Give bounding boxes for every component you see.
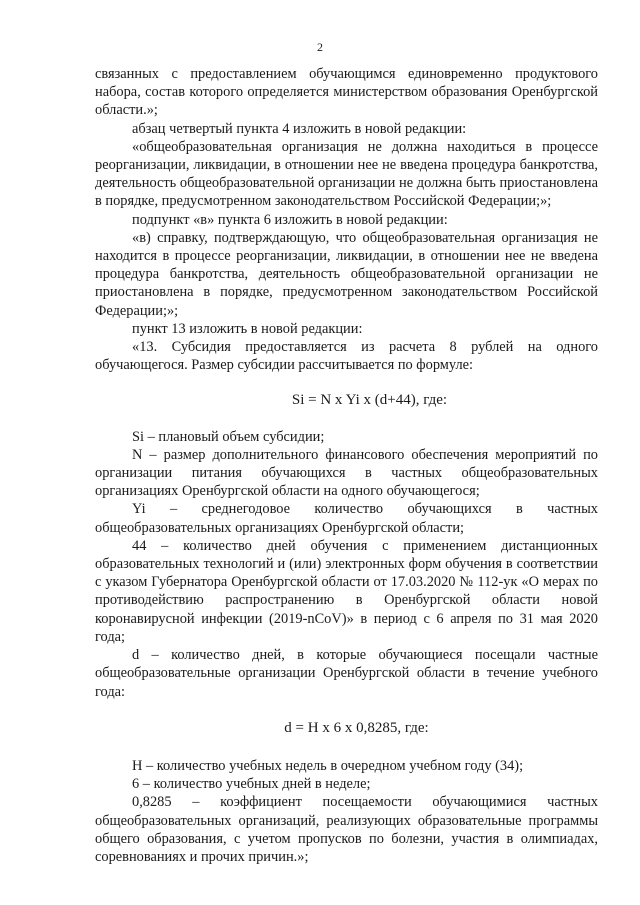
document-body [95,65,598,866]
definition-h: H – количество учебных недель в очередном учебном году (34); [132,757,524,774]
paragraph-point-13-text: «13. Субсидия предоставляется из расчета 8 рублей на одного обучающегося. Размер субсидии рассчитывается по формуле: [95,339,598,374]
page-number: 2 [317,40,323,54]
paragraph-amendment-point-4: абзац четвертый пункта 4 изложить в новой редакции: [132,120,467,137]
definition-si: Si – плановый объем субсидии; [132,428,325,445]
definition-6: 6 – количество учебных дней в неделе; [132,776,371,793]
definition-yi: Yi – среднегодовое количество обучающихся в частных общеобразовательных организациях Оренбургской области; [95,501,598,536]
paragraph-point-4-text: «общеобразовательная организация не должна находиться в процессе реорганизации, ликвидации, в отношении нее не введена процедура банкротства, деятельность общеобразовательной организации не должна быть приостановлена в порядке, предусмотренном законодательством Российской Федерации;»; [95,138,598,210]
formula-days: d = H x 6 x 0,8285, где: [284,719,429,736]
paragraph-continuation: связанных с предоставлением обучающимся единовременно продуктового набора, состав которого определяется министерством образования Оренбургской области.»; [95,66,598,119]
paragraph-point-6-text: «в) справку, подтверждающую, что общеобразовательная организация не находится в процессе реорганизации, ликвидации, в отношении нее не введена процедура банкротства, деятельность общеобразовательной организации не приостановлена в порядке, предусмотренном законодательством Российской Федерации;»; [95,229,598,319]
definition-coefficient: 0,8285 – коэффициент посещаемости обучающимися частных общеобразовательных организаций, реализующих образовательные программы общего образования, с учетом пропусков по болезни, участия в олимпиадах, соревнованиях и прочих причин.»; [95,794,598,865]
formula-subsidy: Si = N x Yi x (d+44), где: [291,392,448,409]
definition-44: 44 – количество дней обучения с применением дистанционных образовательных технологий и (или) электронных форм обучения в соответствии с указом Губернатора Оренбургской области от 17.03.2020 № 112-ук «О мерах по противодействию распространению в Оренбургской области новой коронавирусной инфекции (2019-nCoV)» в период с 6 апреля по 31 мая 2020 года; [95,537,598,645]
definition-n: N – размер дополнительного финансового обеспечения мероприятий по организации питания обучающихся в частных общеобразовательных организациях Оренбургской области на одного обучающегося; [95,446,598,500]
paragraph-amendment-point-13: пункт 13 изложить в новой редакции: [132,320,363,337]
paragraph-amendment-point-6: подпункт «в» пункта 6 изложить в новой редакции: [132,211,448,228]
definition-d: d – количество дней, в которые обучающиеся посещали частные общеобразовательные организации Оренбургской области в течение учебного года: [95,647,598,700]
